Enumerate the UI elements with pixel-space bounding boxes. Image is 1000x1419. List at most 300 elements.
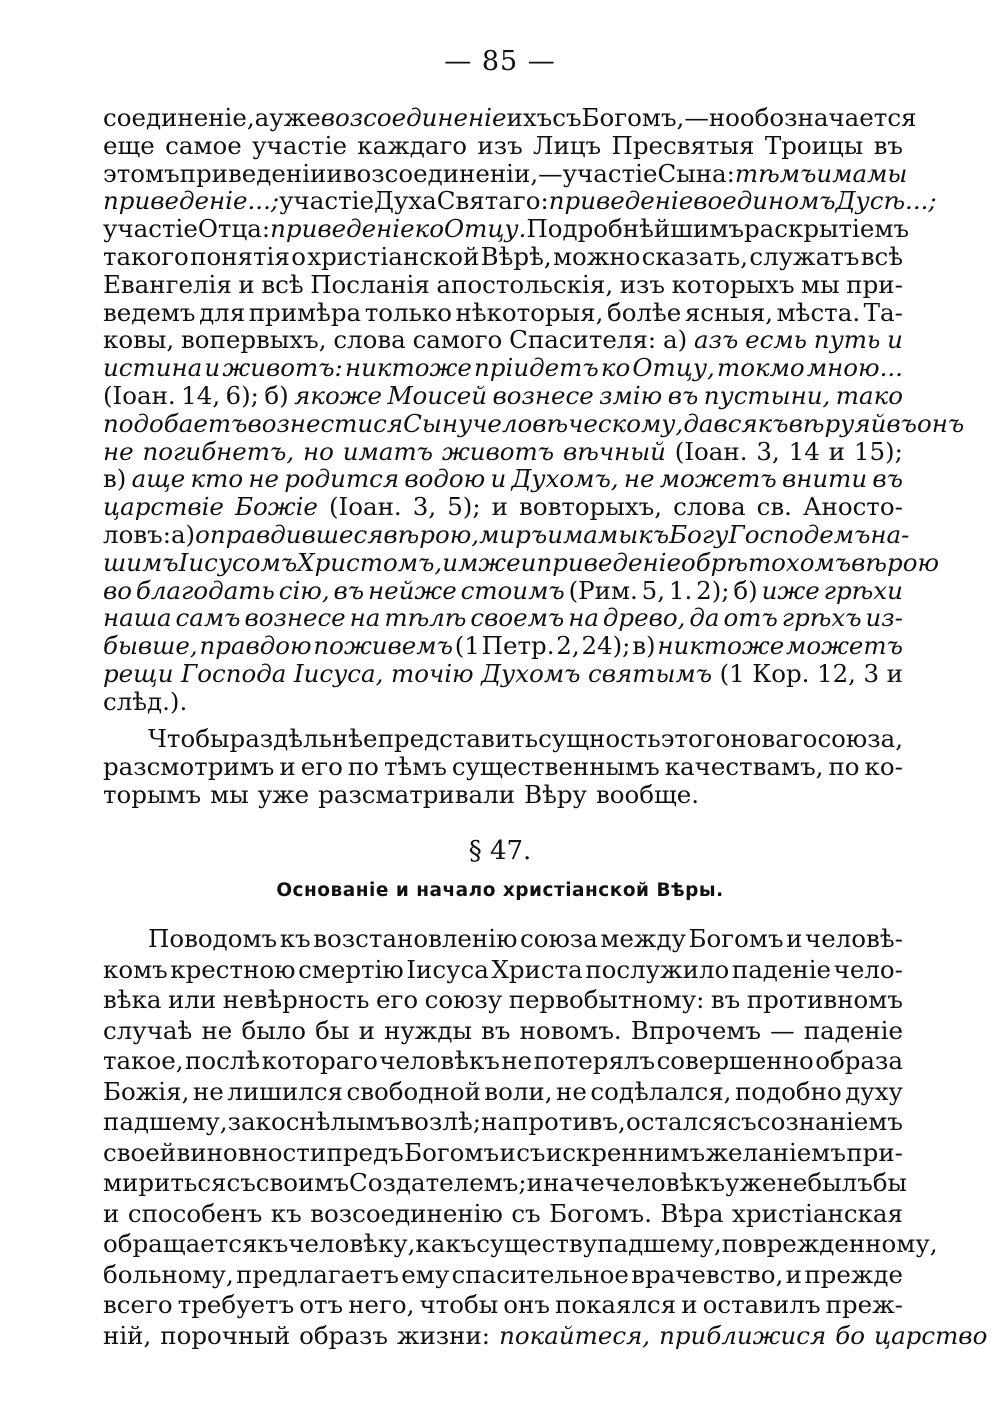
word: Вѣра [660,1198,724,1228]
section-heading: Основанiе и начало христiанской Вѣры. [276,880,724,901]
word: какъ [415,1229,477,1258]
word: якоже [294,380,383,410]
word: или [168,985,217,1014]
word: виновности [176,1137,327,1167]
word: Богу [669,519,729,549]
word: нейже [367,575,457,605]
word: ясныя, [684,297,774,327]
word: Сыну [403,408,473,438]
word: апостольскiя, [436,269,614,299]
word: разсмотримъ [103,751,275,781]
word: Богомъ,—но [581,103,740,132]
word: чтобы [419,1290,499,1319]
word: животъ: [222,353,343,383]
word: Iисуса [406,954,489,984]
word: покаялся [554,1290,677,1319]
word: всякъ [713,408,789,438]
word: Дусѣ...; [835,186,937,216]
word: истина [103,353,203,383]
text-line [103,955,903,986]
word: 14 [788,436,820,466]
word: в) [103,464,127,494]
word: 6); [225,380,259,410]
word: из- [865,603,903,633]
word: (1 [719,658,745,688]
word: 12, [816,658,856,688]
word: своей [103,1137,177,1167]
word: требуетъ [177,1290,295,1319]
word: Отца: [197,214,271,244]
word: ко [600,353,631,383]
word: правдою [199,631,312,661]
word: него, [348,1290,415,1319]
word: Сына: [657,158,735,188]
word: служатъ [749,241,860,271]
word: вѣка [103,985,162,1014]
word: уже [725,1168,777,1197]
word: мѣста. [776,297,861,327]
text-line [103,985,903,1016]
word: подобно [734,1076,842,1106]
word: и [204,353,221,383]
word: Посланiя [310,269,430,299]
word: болѣе [606,297,682,327]
text-line [103,354,903,382]
word: вознестися [247,408,404,438]
word: можетъ [786,631,903,661]
word: соединенiе, [103,103,255,132]
word: имамы [816,158,908,188]
word: никтоже [657,631,785,661]
word: бо [835,1320,865,1350]
word: самъ [175,603,241,633]
word: Святаго: [436,186,549,216]
word: слѣд.). [103,686,188,716]
word: обращается [103,1229,258,1258]
word: такого [103,241,189,271]
word: возсоединенiю [310,1198,503,1228]
word: приведенiе [270,214,415,244]
word: представить [377,724,539,753]
text-line [103,1229,938,1260]
word: а) [170,519,196,549]
word: въ [873,130,903,160]
text-line [103,299,903,327]
word: животъ [441,436,555,466]
word: спасительное [451,1259,629,1289]
word: изъ [477,130,523,160]
text-line [103,604,903,632]
word: благодать [135,575,275,605]
word: иначе [526,1168,605,1197]
word: новаго [730,724,818,753]
word: былъ [807,1168,873,1197]
word: съ [727,1107,757,1136]
word: ихъ [506,103,553,132]
word: 24); [581,631,631,661]
word: всего [103,1290,173,1319]
word: Та- [863,297,903,327]
text-line [103,214,910,244]
text-line [103,688,903,716]
word: но [303,436,334,466]
word: вопервыхъ, [180,325,327,355]
word: при- [846,1137,903,1167]
word: никтоже [344,353,472,383]
word: не [201,1015,233,1045]
word: противномъ [746,985,903,1014]
word: злѣ; [429,1107,481,1136]
word: больному, [103,1259,234,1289]
word: Вѣру [524,779,587,809]
word: и [279,751,296,781]
word: только [364,297,452,327]
paragraph-1 [103,103,965,716]
text-line [103,725,903,753]
word: къ [638,519,670,549]
word: съ [552,103,582,132]
text-line [103,243,903,271]
word: уже [269,103,321,132]
word: падшему, [103,1107,228,1136]
word: Духомъ [481,658,581,688]
word: да [683,408,714,438]
word: царство [873,1320,988,1350]
word: слова [673,492,746,522]
word: нiй, [103,1320,152,1350]
word: послѣ [185,1046,261,1075]
word: Господа [181,658,287,688]
word: отъ [299,1290,344,1319]
word: приведенiи [179,158,327,188]
word: имамы [547,519,639,549]
word: котораго [261,1046,378,1075]
word: о [291,241,306,271]
word: каждаго [357,130,468,160]
word: къ [270,1198,302,1228]
word: Поводомъ [148,924,278,953]
word: царствiе [103,492,224,522]
word: вообще. [595,779,700,809]
word: иже [761,575,820,605]
word: водою [404,464,486,494]
word: бывше, [103,631,198,661]
word: духу [845,1076,903,1106]
word: 15); [853,436,903,466]
word: тѣмъ [734,158,817,188]
word: съ [226,1168,256,1197]
word: способенъ [127,1198,263,1228]
word: Впрочемъ [630,1015,761,1045]
word: крестною [170,954,296,984]
word: качествамъ, [664,751,824,781]
word: ко [414,214,444,244]
word: 5); [447,492,481,522]
word: въ [667,380,699,410]
word: 2); [696,575,730,605]
word: сознанiемъ [756,1107,903,1136]
word: новомъ. [519,1015,622,1045]
word: лишился [227,1076,343,1106]
word: человѣкъ [379,1046,500,1075]
word: бы [872,1168,908,1197]
text-line [103,382,903,410]
text-line [103,1320,988,1352]
word: Троицы [764,130,864,160]
word: Создателемъ; [349,1168,527,1197]
word: 14, [181,380,221,410]
text-line [103,1290,903,1321]
word: Моисей [387,380,488,410]
word: 3 [863,658,880,688]
word: покайтеся, [499,1320,651,1350]
word: Духомъ, [511,464,619,494]
word: всѣ [860,241,903,271]
word: (1 [454,631,480,661]
word: б) [733,575,758,605]
word: б) [264,380,289,410]
text-line [103,1107,903,1138]
word: Вѣрѣ, [480,241,552,271]
word: и [520,547,537,577]
text-line [103,186,937,216]
word: паденiе [803,1015,903,1045]
word: возстановленiю [313,924,518,953]
word: нужды [384,1015,472,1045]
word: въ [886,408,917,438]
word: приведенiе...; [103,186,280,216]
word: ему [401,1259,450,1289]
word: во [103,575,133,605]
word: грѣхи [823,575,903,605]
word: на- [870,519,910,549]
word: мною... [806,353,903,383]
word: для [199,297,246,327]
word: человѣ- [805,924,903,953]
word: Iисусомъ [178,547,298,577]
word: всѣ [261,269,304,299]
text-line [103,519,910,549]
word: въ [333,575,365,605]
word: самого [412,325,503,355]
word: его [376,985,419,1014]
word: и [358,1015,375,1045]
word: и [238,269,255,299]
word: ко- [864,751,903,781]
word: аще [131,464,186,494]
word: въ [872,464,903,494]
word: онъ [503,1290,550,1319]
word: 3, [756,436,780,466]
word: 1. [668,575,693,605]
word: не [103,436,134,466]
section-number: § 47. [468,836,532,866]
word: ловъ: [103,519,171,549]
word: при- [846,269,903,299]
word: съ [511,1198,541,1228]
word: подобаетъ [103,408,248,438]
word: нѣкоторыя, [455,297,604,327]
word: (Iоан. [674,436,748,466]
word: Чтобы [148,724,230,753]
word: и [785,1259,803,1289]
text-line [103,132,903,160]
word: ковы, [103,325,175,355]
word: къ [279,924,311,953]
word: не [248,464,279,494]
word: союзу [424,985,503,1014]
word: точiю [390,658,474,688]
word: прежде [804,1259,903,1289]
word: есмь [745,325,807,355]
word: а [254,103,270,132]
word: не [501,1046,533,1075]
word: тѣмъ [383,751,447,781]
word: (Iоан. [103,380,176,410]
word: и [491,492,508,522]
word: поврежденному, [721,1229,938,1258]
word: смертiю [298,954,404,984]
word: Лицъ [533,130,602,160]
text-line [103,438,903,466]
word: потерялъ [533,1046,656,1075]
word: Петр. [481,631,555,661]
word: участiе [252,130,347,160]
text-line [103,1199,903,1230]
word: въ [481,1015,511,1045]
word: паденiе [731,954,832,984]
word: на [568,603,599,633]
word: мириться [103,1168,227,1197]
word: Подробнѣйшимъ [526,214,744,244]
word: въ [710,985,741,1014]
word: между [600,924,686,953]
word: внити [781,464,868,494]
word: Божiя, [103,1076,190,1106]
word: Отцу, [632,353,715,383]
word: остался [625,1107,728,1136]
word: разсматривали [318,779,516,809]
word: Iисуса, [293,658,384,688]
text-line [103,465,903,493]
word: рещи [103,658,174,688]
word: оправдившеся [195,519,384,549]
word: и [786,924,803,953]
word: и [681,1290,698,1319]
word: его [300,751,343,781]
word: (Iоан. [328,492,402,522]
word: Кор. [752,658,810,688]
word: совершенно [656,1046,814,1075]
word: и [490,464,507,494]
word: свободной [346,1076,481,1106]
word: путь [813,325,881,355]
word: жизни: [396,1320,491,1350]
word: иматъ [342,436,434,466]
word: не [623,464,655,494]
word: первобытному: [508,985,705,1014]
word: еще [103,130,155,160]
word: Евангелiя [103,269,232,299]
text-line [103,660,903,688]
word: и [103,1198,120,1228]
word: можно [552,241,641,271]
word: прiидетъ [474,353,599,383]
word: древо, [602,603,686,633]
word: Божiе [234,492,318,522]
word: слова [333,325,406,355]
text-line [103,408,965,438]
text-line [103,493,903,521]
word: Христа [491,954,583,984]
word: мы [210,779,249,809]
text-line [103,103,917,132]
text-line [103,577,903,605]
word: во [693,186,723,216]
text-line [103,1077,903,1108]
word: раздѣльнѣе [229,724,378,753]
word: по [347,751,379,781]
word: человѣческому, [472,408,684,438]
word: отъ [723,603,778,633]
word: самое [165,130,242,160]
word: образъ [299,1320,388,1350]
word: возсоединенiи,—участiе [342,158,658,188]
word: приведенiе [536,547,681,577]
text-line [103,547,940,577]
word: случаѣ [103,1015,193,1045]
word: единомъ [722,186,836,216]
word: чело- [833,954,903,984]
word: вѣрою, [383,519,480,549]
word: тѣлѣ [384,603,467,633]
word: 5, [641,575,666,605]
word: Отцу. [444,214,527,244]
text-line [103,632,903,660]
text-line [103,326,903,354]
text-line [103,158,908,188]
word: искреннимъ [545,1137,706,1167]
word: грѣхъ [781,603,862,633]
word: участiе [103,214,198,244]
word: человѣкъ [604,1168,726,1197]
paragraph-3 [103,924,988,1351]
word: желанiемъ [705,1137,846,1167]
word: и [886,658,903,688]
word: примѣра [248,297,362,327]
word: человѣку, [288,1229,416,1258]
word: воли, [484,1076,553,1106]
word: тако [835,380,903,410]
paragraph-2 [103,725,903,808]
word: кто [190,464,244,494]
word: было [241,1015,307,1045]
word: и [326,158,343,188]
word: преж- [825,1290,903,1319]
word: участiе [279,186,374,216]
word: порочный [160,1320,291,1350]
word: имже [442,547,521,577]
word: падшему, [597,1229,722,1258]
word: закоснѣлымъ [227,1107,401,1136]
word: токмо [716,353,805,383]
text-line [103,1138,903,1169]
word: обозначается [739,103,917,132]
word: миръ [479,519,548,549]
word: св. [756,492,792,522]
word: а) [663,325,688,355]
word: раскрытiемъ [744,214,910,244]
